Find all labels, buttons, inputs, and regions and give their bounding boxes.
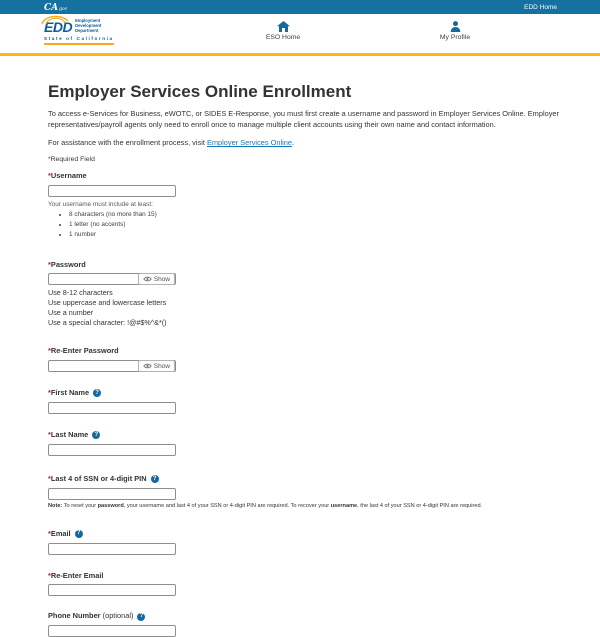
home-icon <box>277 21 290 32</box>
ca-gov-logo[interactable] <box>44 4 67 13</box>
last-name-input[interactable] <box>48 444 176 456</box>
username-rule: • 1 number <box>69 231 556 238</box>
required-asterisk: * <box>48 346 51 356</box>
required-field-note: *Required Field <box>48 156 95 164</box>
field-group-ssn-pin <box>48 475 556 509</box>
required-asterisk: * <box>48 528 51 538</box>
field-group-reenter-email <box>48 572 556 597</box>
field-group-phone <box>48 612 556 637</box>
edd-logo-line2: Development <box>75 23 102 29</box>
nav-eso-home[interactable] <box>238 21 328 41</box>
edd-logo-tagline: State of California <box>44 36 114 45</box>
eye-icon <box>143 276 152 282</box>
required-asterisk: * <box>48 388 51 397</box>
ca-gov-logo-ca: CA <box>44 2 59 13</box>
reenter-email-label: *Re-Enter Email <box>48 570 104 580</box>
reenter-email-input[interactable] <box>48 584 176 596</box>
ssn-pin-note: Note: To reset your password, your username and last 4 of your SSN or 4-digit PIN are required. To recover your username, the last 4 of your SSN or 4-digit PIN are required. <box>48 502 483 509</box>
assistance-line <box>48 138 556 147</box>
reenter-password-show-button[interactable]: Show <box>138 360 175 372</box>
edd-logo-line1: Employment <box>75 18 101 23</box>
gold-divider <box>0 53 600 56</box>
username-label: *Username <box>48 171 87 181</box>
first-name-input[interactable] <box>48 402 176 414</box>
username-hint-title: Your username must include at least: <box>48 201 153 209</box>
page-title: Employer Services Online Enrollment <box>48 82 352 101</box>
first-name-help-icon[interactable] <box>93 389 101 397</box>
field-group-username <box>48 172 556 238</box>
required-asterisk: * <box>48 171 51 181</box>
nav-my-profile[interactable] <box>410 21 500 41</box>
field-group-last-name <box>48 431 556 456</box>
phone-label: Phone Number (optional) ? <box>48 612 556 621</box>
username-rules-list <box>48 211 556 238</box>
ssn-pin-input[interactable] <box>48 488 176 500</box>
field-group-first-name <box>48 389 556 414</box>
edd-logo-department-lines <box>75 18 101 34</box>
phone-input[interactable] <box>48 625 176 637</box>
password-rule: Use a special character: !@#$%^&*() <box>48 318 167 328</box>
username-input[interactable] <box>48 185 176 197</box>
assistance-prefix: For assistance with the enrollment process, visit <box>48 138 207 148</box>
reenter-password-label: *Re-Enter Password <box>48 346 119 356</box>
required-asterisk: * <box>48 473 51 483</box>
email-input[interactable] <box>48 543 176 555</box>
person-icon <box>450 21 461 32</box>
username-rule: • 1 letter (no accents) <box>69 221 556 228</box>
required-asterisk: * <box>48 570 51 580</box>
main-content <box>0 82 600 637</box>
edd-logo[interactable] <box>44 18 114 45</box>
ssn-pin-label: *Last 4 of SSN or 4-digit PIN ? <box>48 475 556 484</box>
password-show-button[interactable]: Show <box>138 273 175 285</box>
last-name-help-icon[interactable] <box>92 431 100 439</box>
last-name-label: *Last Name ? <box>48 431 556 440</box>
username-rule: • 8 characters (no more than 15) <box>69 211 556 218</box>
field-group-reenter-password <box>48 347 556 372</box>
eye-icon <box>143 363 152 369</box>
phone-help-icon[interactable] <box>137 613 145 621</box>
ca-gov-logo-gov: gov <box>59 6 68 12</box>
intro-paragraph: To access e-Services for Business, eWOTC, or SIDES E-Response, you must first create a username and password in Employer Services Online. Employer representatives/payroll agents only need to enroll once to manage multiple client accounts using their own name and contact information. <box>48 108 559 130</box>
field-group-email <box>48 530 556 555</box>
assistance-suffix: . <box>292 138 295 148</box>
password-rule: Use 8-12 characters <box>48 288 113 298</box>
employer-services-online-link[interactable]: Employer Services Online <box>206 138 292 148</box>
nav-my-profile-label: My Profile <box>439 34 471 41</box>
email-help-icon[interactable] <box>75 530 83 538</box>
password-label: *Password <box>48 259 86 269</box>
edd-logo-line3: Department <box>75 28 99 34</box>
field-group-password <box>48 261 556 329</box>
email-label: *Email ? <box>48 530 556 539</box>
ssn-pin-help-icon[interactable] <box>151 475 159 483</box>
edd-home-link[interactable]: EDD Home <box>524 3 557 11</box>
password-rule: Use uppercase and lowercase letters <box>48 298 167 308</box>
utility-bar <box>0 0 600 14</box>
password-rules <box>48 288 556 328</box>
required-asterisk: * <box>48 429 51 439</box>
first-name-label: *First Name ? <box>48 389 556 398</box>
required-asterisk: * <box>48 259 51 269</box>
site-header <box>0 14 600 53</box>
edd-logo-acronym: EDD <box>44 19 73 36</box>
nav-eso-home-label: ESO Home <box>265 34 301 41</box>
password-rule: Use a number <box>48 308 94 318</box>
